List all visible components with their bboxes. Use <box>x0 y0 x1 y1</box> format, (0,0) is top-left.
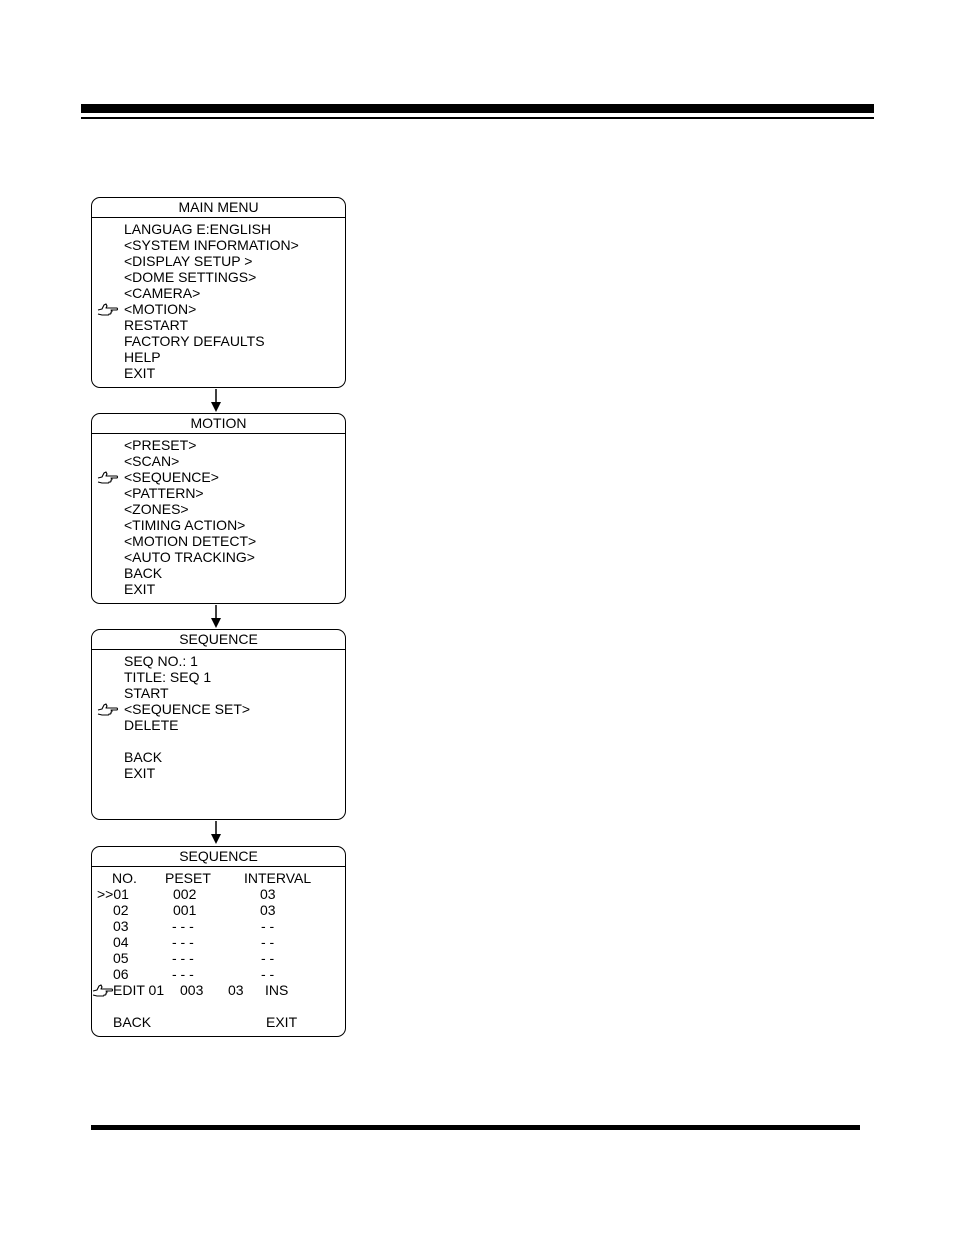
menu-item-delete[interactable] <box>92 717 345 733</box>
header-no: NO. <box>112 870 137 886</box>
menu-item-label: <ZONES> <box>124 501 189 517</box>
table-row[interactable] <box>92 966 345 982</box>
menu-item-motion-detect[interactable] <box>92 533 345 549</box>
header-rule-thick <box>81 104 874 113</box>
cell-interval: - - <box>261 918 275 934</box>
menu-item-label: BACK <box>124 749 163 765</box>
pointing-hand-icon <box>97 301 119 317</box>
cell-interval: - - <box>261 950 275 966</box>
table-row[interactable] <box>92 886 345 902</box>
menu-item-label: EXIT <box>124 581 156 597</box>
cell-interval: - - <box>261 934 275 950</box>
footer-rule <box>91 1125 860 1130</box>
menu-item-scan[interactable] <box>92 453 345 469</box>
menu-item-label: <CAMERA> <box>124 285 201 301</box>
table-rows <box>92 886 345 982</box>
menu-item-label: RESTART <box>124 317 189 333</box>
table-row[interactable] <box>92 918 345 934</box>
menu-items <box>92 218 345 381</box>
menu-item-back[interactable] <box>92 749 345 765</box>
menu-item-label: <PATTERN> <box>124 485 204 501</box>
menu-item-label: EXIT <box>124 365 156 381</box>
menu-item-preset[interactable] <box>92 437 345 453</box>
menu-item-label: <PRESET> <box>124 437 197 453</box>
menu-item-title-seq-1[interactable] <box>92 669 345 685</box>
menu-item-label: START <box>124 685 169 701</box>
menu-item-label: <MOTION DETECT> <box>124 533 257 549</box>
menu-items <box>92 434 345 597</box>
menu-item-label: <DOME SETTINGS> <box>124 269 257 285</box>
pointing-hand-icon <box>97 469 119 485</box>
menu-item-timing-action[interactable] <box>92 517 345 533</box>
flow-arrow <box>210 389 222 413</box>
menu-item-sequence-set[interactable] <box>92 701 345 717</box>
flow-arrow <box>210 821 222 845</box>
menu-item-system-information[interactable] <box>92 237 345 253</box>
cell-interval: - - <box>261 966 275 982</box>
menu-items <box>92 650 345 781</box>
edit-line[interactable] <box>92 982 345 998</box>
menu-item-restart[interactable] <box>92 317 345 333</box>
menu-item-factory-defaults[interactable] <box>92 333 345 349</box>
table-row[interactable] <box>92 950 345 966</box>
menu-item-label: <TIMING ACTION> <box>124 517 246 533</box>
sequence-menu-panel <box>91 629 346 820</box>
edit-action: INS <box>265 982 289 998</box>
table-header <box>92 870 345 886</box>
menu-item-exit[interactable] <box>92 581 345 597</box>
main-menu-panel <box>91 197 346 388</box>
menu-item-label: <MOTION> <box>124 301 197 317</box>
menu-item-label: <SYSTEM INFORMATION> <box>124 237 299 253</box>
cell-preset: - - - <box>172 918 194 934</box>
menu-item-blank <box>92 733 345 749</box>
cell-interval: 03 <box>260 886 276 902</box>
cell-no: 04 <box>113 934 129 950</box>
table-row[interactable] <box>92 934 345 950</box>
menu-item-motion[interactable] <box>92 301 345 317</box>
menu-item-label: <SEQUENCE> <box>124 469 219 485</box>
back-button[interactable]: BACK <box>113 1014 152 1030</box>
menu-item-display-setup[interactable] <box>92 253 345 269</box>
menu-item-label: EXIT <box>124 765 156 781</box>
menu-item-dome-settings[interactable] <box>92 269 345 285</box>
menu-item-label: <DISPLAY SETUP > <box>124 253 253 269</box>
header-rule-thin <box>81 117 874 119</box>
menu-title: SEQUENCE <box>92 847 345 867</box>
menu-item-label: HELP <box>124 349 161 365</box>
cell-no: 05 <box>113 950 129 966</box>
menu-item-label: SEQ NO.: 1 <box>124 653 198 669</box>
cell-preset: 001 <box>173 902 197 918</box>
menu-item-seq-no-1[interactable] <box>92 653 345 669</box>
menu-item-label: TITLE: SEQ 1 <box>124 669 212 685</box>
menu-item-exit[interactable] <box>92 765 345 781</box>
exit-button[interactable]: EXIT <box>266 1014 298 1030</box>
menu-item-back[interactable] <box>92 565 345 581</box>
sequence-table <box>92 867 345 1030</box>
menu-item-label: DELETE <box>124 717 179 733</box>
header-preset: PESET <box>165 870 211 886</box>
cell-no: 06 <box>113 966 129 982</box>
menu-item-label: FACTORY DEFAULTS <box>124 333 265 349</box>
edit-interval: 03 <box>228 982 244 998</box>
menu-item-zones[interactable] <box>92 501 345 517</box>
motion-menu-panel <box>91 413 346 604</box>
menu-item-pattern[interactable] <box>92 485 345 501</box>
menu-item-label: BACK <box>124 565 163 581</box>
cell-interval: 03 <box>260 902 276 918</box>
cell-preset: - - - <box>172 950 194 966</box>
pointing-hand-icon <box>97 701 119 717</box>
menu-item-auto-tracking[interactable] <box>92 549 345 565</box>
edit-preset: 003 <box>180 982 204 998</box>
menu-item-label: <AUTO TRACKING> <box>124 549 255 565</box>
header-interval: INTERVAL <box>244 870 312 886</box>
menu-item-label: LANGUAG E:ENGLISH <box>124 221 272 237</box>
menu-item-start[interactable] <box>92 685 345 701</box>
cell-no: >>01 <box>97 886 129 902</box>
menu-title: MOTION <box>92 414 345 434</box>
menu-item-exit[interactable] <box>92 365 345 381</box>
menu-item-languag-e-english[interactable] <box>92 221 345 237</box>
pointing-hand-icon <box>92 982 114 998</box>
menu-item-camera[interactable] <box>92 285 345 301</box>
bottom-nav <box>92 1014 345 1030</box>
menu-item-label: <SCAN> <box>124 453 180 469</box>
menu-item-help[interactable] <box>92 349 345 365</box>
table-row[interactable] <box>92 902 345 918</box>
cell-preset: 002 <box>173 886 197 902</box>
cell-no: 02 <box>113 902 129 918</box>
cell-preset: - - - <box>172 966 194 982</box>
menu-title: MAIN MENU <box>92 198 345 218</box>
menu-item-label: <SEQUENCE SET> <box>124 701 251 717</box>
menu-title: SEQUENCE <box>92 630 345 650</box>
menu-item-sequence[interactable] <box>92 469 345 485</box>
sequence-set-panel <box>91 846 346 1037</box>
edit-label: EDIT 01 <box>113 982 165 998</box>
flow-arrow <box>210 605 222 629</box>
cell-preset: - - - <box>172 934 194 950</box>
cell-no: 03 <box>113 918 129 934</box>
